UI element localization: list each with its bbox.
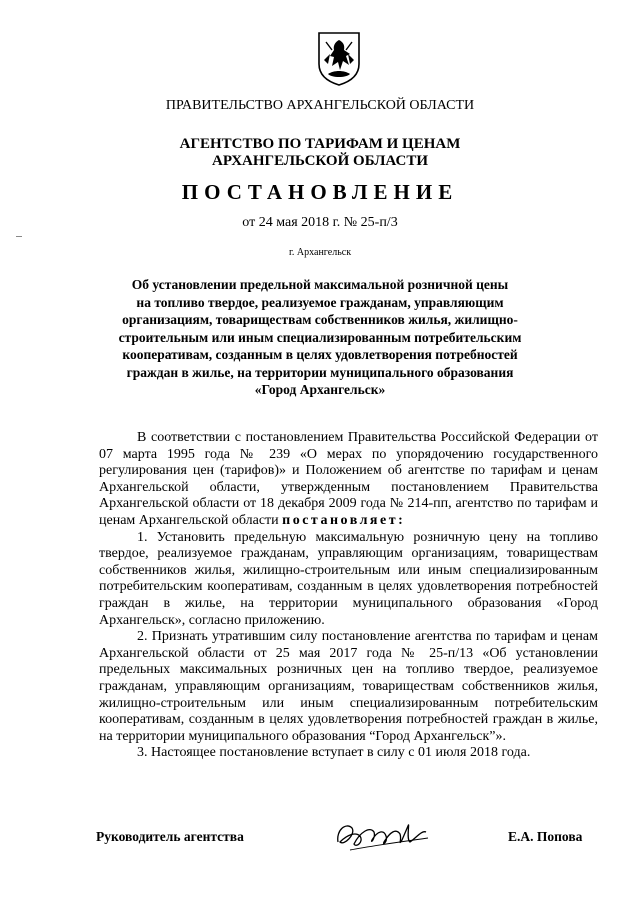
city-name: г. Архангельск	[288, 247, 352, 258]
subject-line: организациям, товариществам собственников жилья, жилищно-	[122, 312, 518, 327]
agency-name	[0, 136, 640, 170]
subject-line: «Город Архангельск»	[254, 382, 386, 397]
document-subject	[0, 276, 640, 399]
subject-line: Об установлении предельной максимальной розничной цены	[131, 277, 509, 292]
item-1-paragraph: 1. Установить предельную максимальную розничную цену на топливо твердое, реализуемое гражданам, управляющим организациям, товариществам собственников жилья, жилищно-строительным или иным специализированным потребительским кооперативам, созданным в целях удовлетворения потребностей граждан в жилье, на территории муниципального образования «Город Архангельск», согласно приложению.	[99, 529, 598, 628]
handwritten-signature	[330, 812, 440, 858]
government-name: ПРАВИТЕЛЬСТВО АРХАНГЕЛЬСКОЙ ОБЛАСТИ	[165, 98, 475, 113]
subject-line: строительным или иным специализированным потребительским	[118, 329, 522, 345]
signatory-name: Е.А. Попова	[508, 829, 583, 844]
decree-word: постановляет:	[282, 512, 406, 528]
signatory-position: Руководитель агентства	[96, 829, 244, 844]
preamble-paragraph	[99, 430, 598, 530]
agency-name-line2: АРХАНГЕЛЬСКОЙ ОБЛАСТИ	[212, 153, 428, 169]
agency-name-line1: АГЕНТСТВО ПО ТАРИФАМ И ЦЕНАМ	[179, 136, 461, 152]
subject-line: на топливо твердое, реализуемое гражданам, управляющим	[136, 294, 504, 310]
document-body	[99, 430, 598, 762]
subject-line: кооперативам, созданным в целях удовлетворения потребностей	[122, 347, 518, 362]
date-and-number: от 24 мая 2018 г. № 25-п/3	[242, 215, 398, 230]
item-2-paragraph: 2. Признать утратившим силу постановление агентства по тарифам и ценам Архангельской области от 25 мая 2017 года № 25-п/13 «Об установлении предельных максимальных розничных цен на топливо твердое, реализуемое гражданам, управляющим организациям, товариществам собственников жилья, жилищно-строительным или иным специализированным потребительским кооперативам, созданным в целях удовлетворения потребностей граждан в жилье, на территории муниципального образования “Город Архангельск”».	[99, 629, 598, 744]
subject-line: граждан в жилье, на территории муниципального образования	[126, 364, 514, 380]
item-3-paragraph: 3. Настоящее постановление вступает в силу с 01 июля 2018 года.	[137, 745, 531, 761]
margin-mark	[16, 236, 22, 237]
preamble-text: В соответствии с постановлением Правительства Российской Федерации от 07 марта 1995 года № 239 «О мерах по упорядочению государственного регулирования цен (тарифов)» и Положением об агентстве по тарифам и ценам Архангельской области, утвержденным постановлением Правительства Архангельской области от 18 декабря 2009 года № 214-пп, агентство по тарифам и ценам Архангельской области	[99, 430, 598, 528]
document-type-title: ПОСТАНОВЛЕНИЕ	[181, 180, 459, 204]
coat-of-arms-icon	[316, 30, 362, 86]
